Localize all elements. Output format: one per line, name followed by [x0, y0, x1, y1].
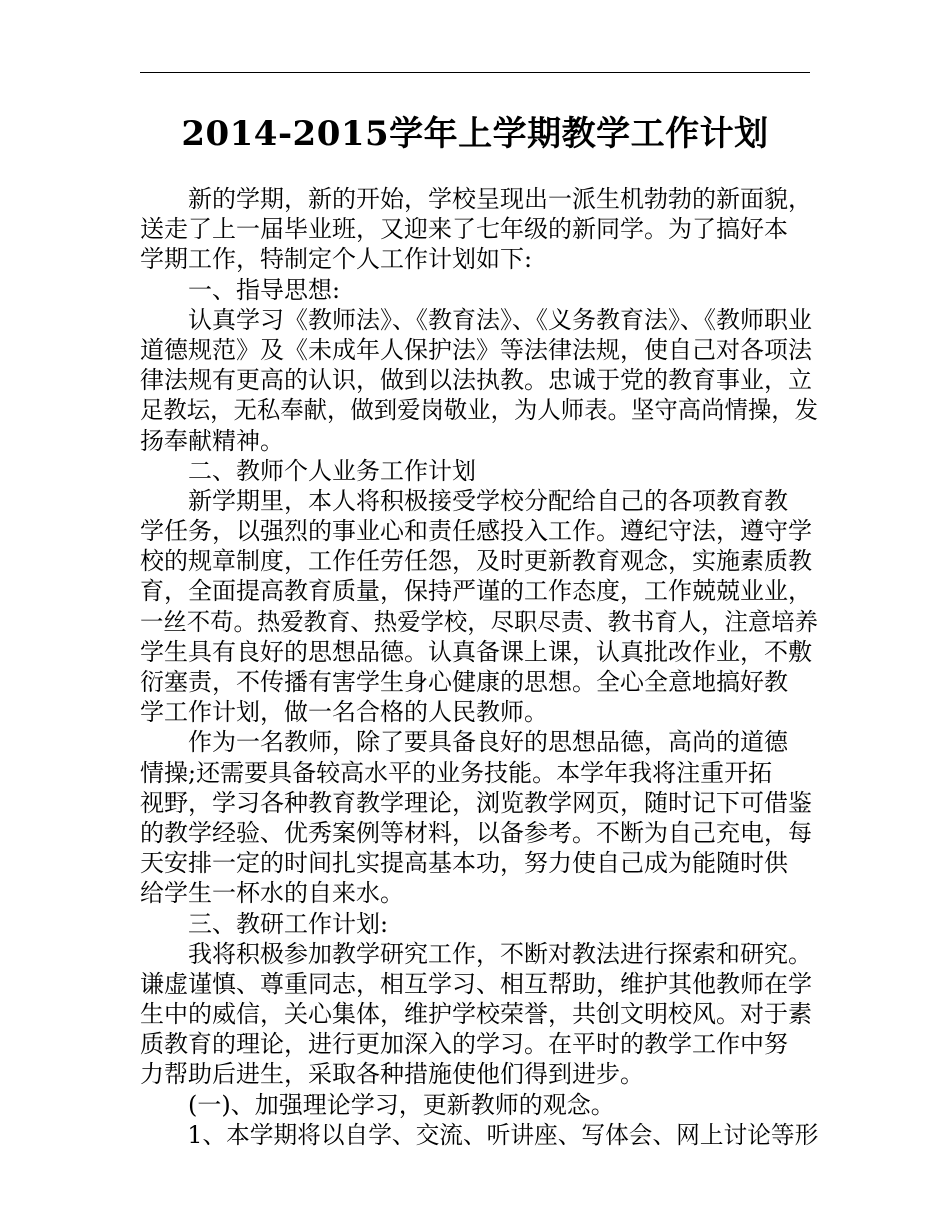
body-line: 给学生一杯水的自来水。 — [140, 879, 404, 908]
body-line: 送走了上一届毕业班，又迎来了七年级的新同学。为了搞好本 — [140, 215, 788, 244]
body-line: 视野，学习各种教育教学理论，浏览教学网页，随时记下可借鉴 — [140, 788, 812, 817]
section-heading: 一、指导思想: — [140, 275, 341, 304]
body-line: 认真学习《教师法》、《教育法》、《义务教育法》、《教师职业 — [140, 305, 812, 334]
header-rule — [140, 72, 810, 73]
body-line: 质教育的理论，进行更加深入的学习。在平时的教学工作中努 — [140, 1030, 788, 1059]
body-line: 新的学期，新的开始，学校呈现出一派生机勃勃的新面貌， — [140, 185, 812, 213]
document-title: 2014-2015学年上学期教学工作计划 — [181, 114, 769, 154]
body-line: 1、本学期将以自学、交流、听讲座、写体会、网上讨论等形 — [140, 1120, 819, 1149]
body-line: 情操;还需要具备较高水平的业务技能。本学年我将注重开拓 — [140, 758, 773, 787]
body-line: 学任务，以强烈的事业心和责任感投入工作。遵纪守法，遵守学 — [140, 517, 812, 546]
body-line: 学工作计划，做一名合格的人民教师。 — [140, 698, 548, 727]
body-line: 天安排一定的时间扎实提高基本功，努力使自己成为能随时供 — [140, 849, 788, 878]
body-line: 扬奉献精神。 — [140, 426, 284, 455]
body-line: 足教坛，无私奉献，做到爱岗敬业，为人师表。坚守高尚情操，发 — [140, 396, 818, 425]
body-line: 校的规章制度，工作任劳任怨，及时更新教育观念，实施素质教 — [140, 547, 812, 576]
body-line: 我将积极参加教学研究工作，不断对教法进行探索和研究。 — [140, 939, 812, 968]
body-line: 新学期里，本人将积极接受学校分配给自己的各项教育教 — [140, 486, 788, 515]
body-line: 学生具有良好的思想品德。认真备课上课，认真批改作业，不敷 — [140, 637, 812, 666]
body-line: 衍塞责，不传播有害学生身心健康的思想。全心全意地搞好教 — [140, 668, 788, 696]
document-body — [140, 184, 818, 1150]
body-line: 律法规有更高的认识，做到以法执教。忠诚于党的教育事业，立 — [140, 366, 812, 395]
body-line: 一丝不苟。热爱教育、热爱学校，尽职尽责、教书育人，注意培养 — [140, 607, 818, 636]
section-heading: 三、教研工作计划: — [140, 909, 389, 938]
subsection-heading: (一)、加强理论学习，更新教师的观念。 — [140, 1090, 615, 1119]
body-line: 学期工作，特制定个人工作计划如下: — [140, 245, 533, 274]
body-line: 道德规范》及《未成年人保护法》等法律法规，使自己对各项法 — [140, 335, 812, 364]
body-line: 作为一名教师，除了要具备良好的思想品德，高尚的道德 — [140, 728, 788, 757]
body-line: 生中的威信，关心集体，维护学校荣誉，共创文明校风。对于素 — [140, 1000, 812, 1029]
section-heading: 二、教师个人业务工作计划 — [140, 456, 476, 485]
body-line: 的教学经验、优秀案例等材料，以备参考。不断为自己充电，每 — [140, 818, 812, 847]
body-line: 育，全面提高教育质量，保持严谨的工作态度，工作兢兢业业， — [140, 577, 812, 606]
body-line: 谦虚谨慎、尊重同志，相互学习、相互帮助，维护其他教师在学 — [140, 969, 812, 998]
body-line: 力帮助后进生，采取各种措施使他们得到进步。 — [140, 1060, 644, 1089]
